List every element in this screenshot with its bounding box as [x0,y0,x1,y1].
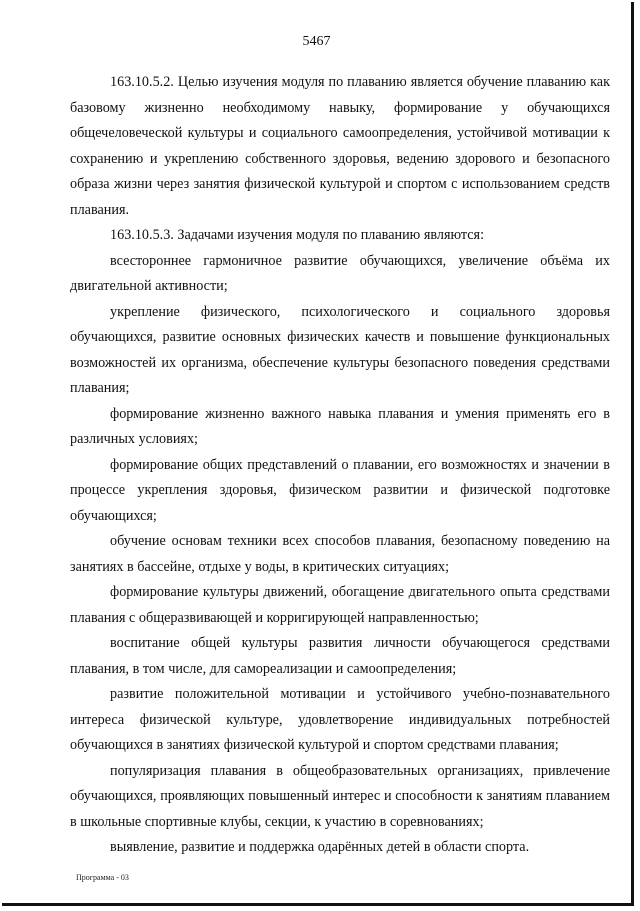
document-page [2,2,634,906]
paragraph: обучение основам техники всех способов плавания, безопасному поведению на занятиях в бассейне, отдыхе у воды, в критических ситуациях; [70,533,610,575]
page-number: 5467 [302,34,331,49]
paragraph: 163.10.5.3. Задачами изучения модуля по плаванию являются: [110,227,485,243]
paragraph: воспитание общей культуры развития личности обучающегося средствами плавания, в том числе, для самореализации и самоопределения; [70,635,610,677]
paragraph: выявление, развитие и поддержка одарённых детей в области спорта. [110,839,530,855]
paragraph: развитие положительной мотивации и устойчивого учебно-познавательного интереса физической культуре, удовлетворение индивидуальных потребностей обучающихся в занятиях физической культурой и спортом средствами плавания; [70,686,610,753]
paragraph: формирование культуры движений, обогащение двигательного опыта средствами плавания с общеразвивающей и корригирующей направленностью; [70,584,610,626]
paragraph: всестороннее гармоничное развитие обучающихся, увеличение объёма их двигательной активности; [70,252,610,294]
paragraph: формирование жизненно важного навыка плавания и умения применять его в различных условиях; [70,405,610,447]
paragraph: популяризация плавания в общеобразовательных организациях, привлечение обучающихся, проявляющих повышенный интерес и способности к занятиям плаванием в школьные спортивные клубы, секции, к участию в соревнованиях; [70,762,610,830]
paragraph: укрепление физического, психологического и социального здоровья обучающихся, развитие основных физических качеств и повышение функциональных возможностей их организма, обеспечение культуры безопасного поведения средствами плавания; [70,303,610,396]
page-footer: Программа - 03 [76,873,129,882]
paragraph: формирование общих представлений о плавании, его возможностях и значении в процессе укрепления здоровья, физическом развитии и физической подготовке обучающихся; [70,456,610,524]
document-body [70,70,610,861]
paragraph: 163.10.5.2. Целью изучения модуля по плаванию является обучение плаванию как базовому жизненно необходимому навыку, формирование у обучающихся общечеловеческой культуры и социального самоопределения, устойчивой мотивации к сохранению и укреплению собственного здоровья, ведению здорового и безопасного образа жизни через занятия физической культурой и спортом с использованием средств плавания. [70,74,610,218]
